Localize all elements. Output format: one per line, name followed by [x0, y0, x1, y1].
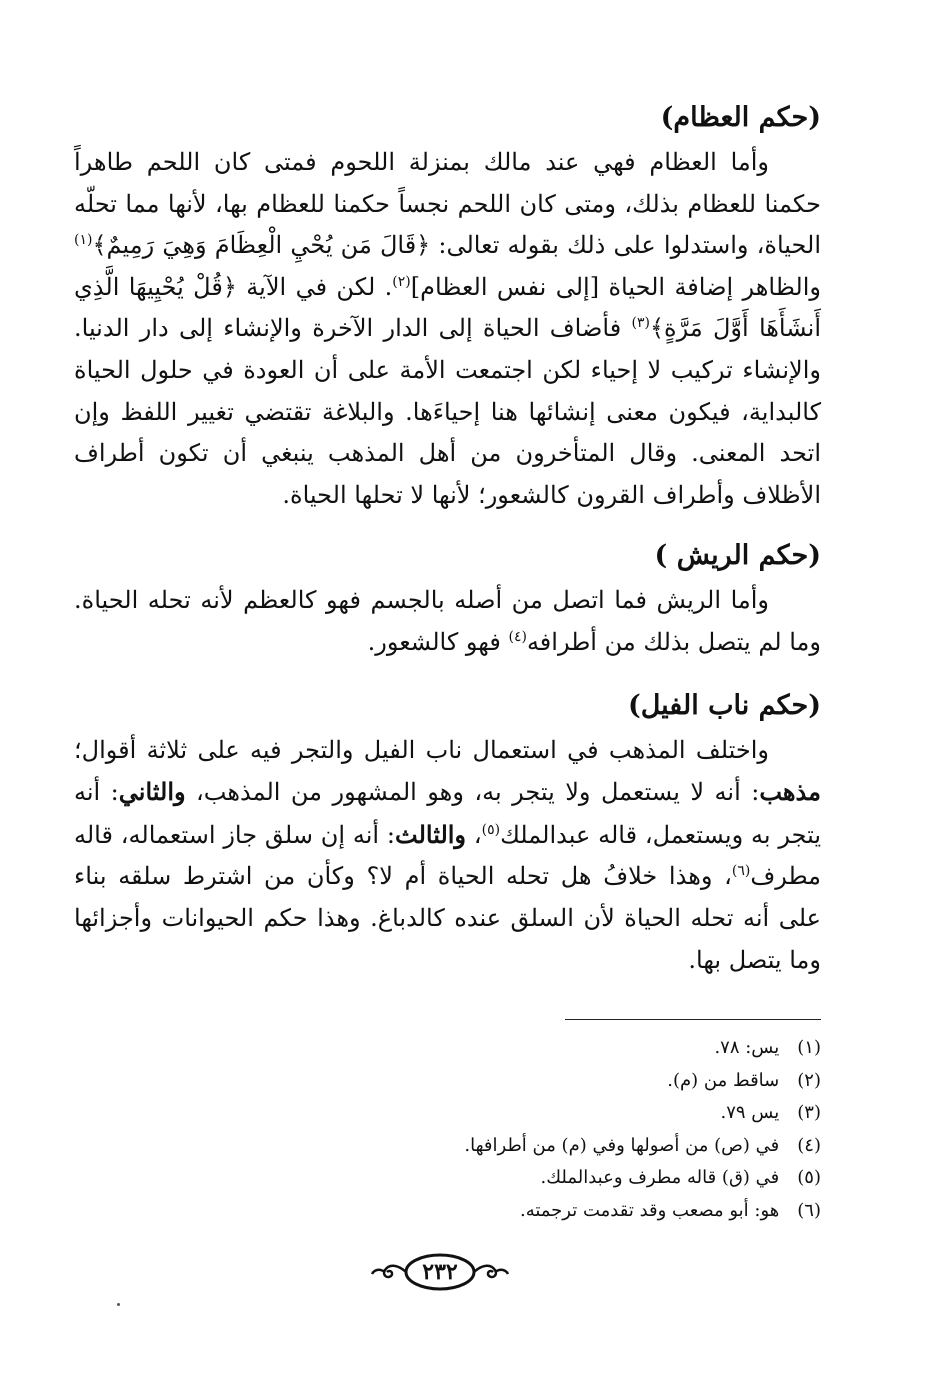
footnote-text: هو: أبو مصعب وقد تقدمت ترجمته. [519, 1199, 780, 1221]
footnote-item [301, 1195, 821, 1228]
footnote-item [301, 1130, 821, 1163]
paragraph-ivory [74, 730, 821, 982]
text-run: : أنه إن سلق جاز استعماله، قاله مطرف [74, 820, 821, 891]
text-run: فأضاف الحياة إلى الدار الآخرة والإنشاء إلى دار الدنيا. والإنشاء تركيب لا إحياء لكن اجتمعت الأمة على أن العودة في حلول الحياة كالبداية، فيكون معنى إنشائها هنا إحياءَها. والبلاغة تقتضي تغيير اللفظ وإن اتحد المعنى. وقال المتأخرون من أهل المذهب ينبغي أن تكون أطراف الأظلاف وأطراف القرون كالشعور؛ لأنها لا تحلها الحياة. [74, 314, 821, 509]
text-run: : أنه يتجر به ويستعمل، قاله عبدالملك [74, 778, 822, 849]
footnote-ref: (٦) [731, 863, 751, 880]
section-heading-feathers: (حكم الريش ) [654, 540, 821, 572]
footnote-number: (١) [797, 1037, 821, 1058]
text-run: ، وهذا خلافُ هل تحله الحياة أم لا؟ وكأن من اشترط سلقه بناء على أنه تحله الحياة لأن السلق عنده كالدباغ. وهذا حكم الحيوانات وأجزائها وما يتصل بها. [74, 862, 821, 974]
page-number: ٢٣٢ [422, 1259, 458, 1285]
text-run: وأما الريش فما اتصل من أصله بالجسم فهو كالعظم لأنه تحله الحياة. وما لم يتصل بذلك من أطرافه [74, 586, 821, 656]
footnotes-list [301, 1032, 821, 1228]
scan-speck [117, 1303, 120, 1306]
footnote-item [301, 1065, 821, 1098]
footnote-ref: (٤) [508, 628, 527, 645]
footnote-number: (٢) [797, 1069, 821, 1091]
page-number-ornament [369, 1250, 511, 1294]
footnote-number: (٥) [797, 1167, 821, 1189]
footnote-separator [565, 1019, 821, 1020]
footnote-item [301, 1097, 821, 1130]
paragraph-bones [74, 142, 821, 516]
footnote-text: في (ص) من أصولها وفي (م) من أطرافها. [464, 1134, 780, 1156]
quran-verse: ﴿قُلْ يُحْيِيهَا الَّذِي أَنشَأَهَا أَوَّلَ مَرَّةٍ﴾ [74, 272, 821, 343]
footnote-ref: (١) [74, 232, 93, 249]
text-run: ، [466, 820, 482, 849]
footnote-text: ساقط من (م). [667, 1069, 780, 1091]
text-run: . لكن في الآية [236, 272, 393, 301]
section-heading-bones: (حكم العظام) [660, 102, 821, 133]
text-run: وأما العظام فهي عند مالك بمنزلة اللحوم فمتى كان اللحم طاهراً حكمنا للعظام بذلك، ومتى كان اللحم نجساً حكمنا للعظام بها، لأنها مما تحلّه الحياة، واستدلوا على ذلك بقوله تعالى: [74, 148, 822, 260]
text-run: والظاهر إضافة الحياة [إلى نفس العظام] [410, 272, 821, 301]
footnote-text: يس: ٧٨. [714, 1037, 780, 1058]
bold-term: مذهب [759, 777, 821, 807]
main-text [74, 98, 821, 981]
text-run: واختلف المذهب في استعمال ناب الفيل والتجر فيه على ثلاثة أقوال؛ [74, 735, 769, 764]
text-run: : أنه لا يستعمل ولا يتجر به، وهو المشهور من المذهب، [185, 778, 760, 807]
footnote-text: يس ٧٩. [720, 1102, 780, 1124]
footnote-ref: (٣) [631, 315, 650, 332]
bold-term: والثاني [118, 777, 186, 807]
footnote-number: (٤) [797, 1134, 821, 1156]
footnote-ref: (٢) [392, 273, 411, 290]
quran-verse: ﴿قَالَ مَن يُحْيِ الْعِظَامَ وَهِيَ رَمِيمٌ﴾ [92, 231, 431, 260]
bold-term: والثالث [395, 819, 467, 849]
footnote-text: في (ق) قاله مطرف وعبدالملك. [540, 1167, 780, 1189]
paragraph-feathers [74, 580, 821, 663]
spacer [74, 664, 821, 686]
footnote-ref: (٥) [481, 821, 501, 838]
section-heading-ivory: (حكم ناب الفيل) [627, 689, 821, 721]
spacer [74, 516, 821, 536]
footnote-number: (٦) [797, 1199, 821, 1221]
text-run: فهو كالشعور. [367, 627, 509, 656]
footnote-item [301, 1032, 821, 1065]
footnote-item [301, 1162, 821, 1195]
footnote-number: (٣) [797, 1102, 821, 1124]
